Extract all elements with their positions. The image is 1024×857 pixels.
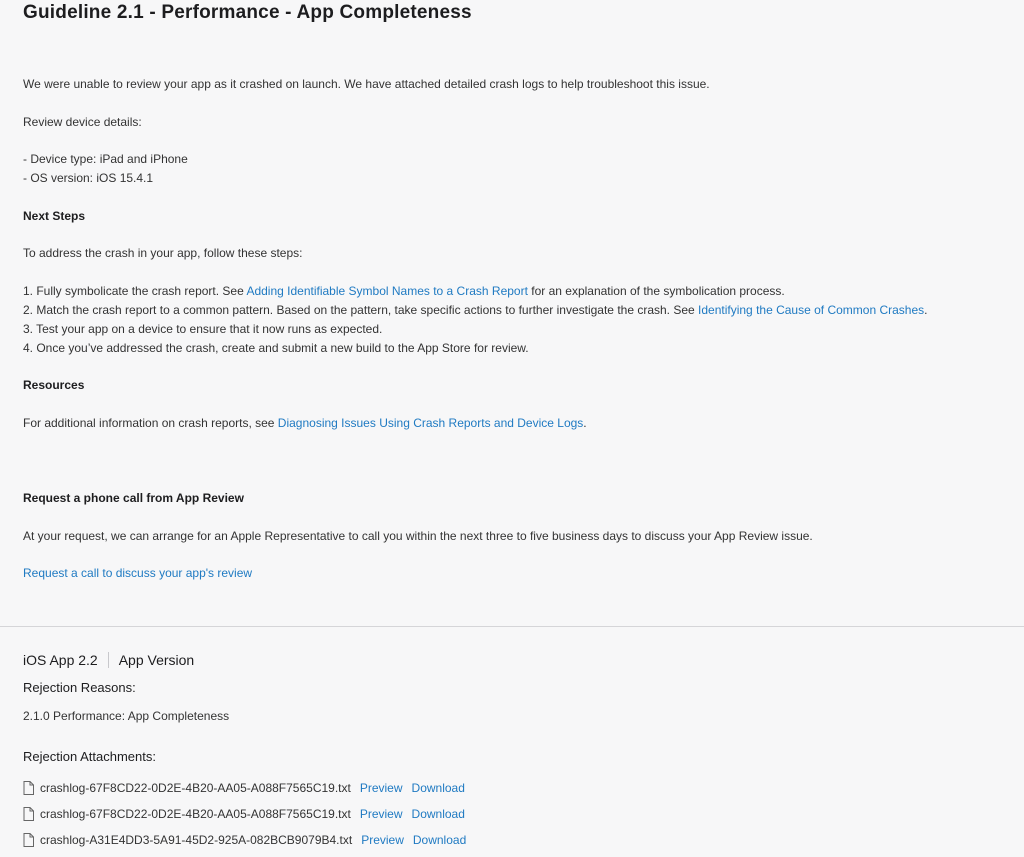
- step-1: [23, 283, 785, 299]
- version-separator: [108, 652, 109, 668]
- step-2-text: 2. Match the crash report to a common pattern. Based on the pattern, take specific actions to further investigate the crash. See: [23, 303, 699, 317]
- app-version-number: iOS App 2.2: [23, 652, 98, 668]
- app-version-label: App Version: [118, 652, 195, 668]
- step-1-suffix: for an explanation of the symbolication process.: [527, 284, 785, 298]
- crash-reports-link[interactable]: Diagnosing Issues Using Crash Reports and Device Logs: [277, 416, 584, 430]
- phone-call-text: At your request, we can arrange for an Apple Representative to call you within the next three to five business days to discuss your App Review issue.: [23, 529, 813, 543]
- request-call-link[interactable]: Request a call to discuss your app's review: [23, 566, 253, 580]
- attachment-preview-link[interactable]: Preview: [359, 807, 403, 821]
- attachment-preview-link[interactable]: Preview: [361, 833, 404, 847]
- step-2-suffix: .: [924, 303, 928, 317]
- rejection-reason-text: 2.1.0 Performance: App Completeness: [23, 709, 230, 723]
- attachment-preview-link[interactable]: Preview: [359, 781, 403, 795]
- document-icon: [23, 833, 34, 847]
- document-icon: [23, 781, 34, 795]
- attachment-download-link[interactable]: Download: [412, 833, 467, 847]
- attachment-filename: crashlog-67F8CD22-0D2E-4B20-AA05-A088F7565C19.txt: [40, 807, 351, 821]
- step-2: [23, 302, 928, 318]
- document-icon: [23, 807, 34, 821]
- device-type-text: - Device type: iPad and iPhone: [23, 152, 188, 166]
- resources-heading: Resources: [23, 378, 85, 392]
- version-header: [23, 651, 194, 669]
- resources-prefix: For additional information on crash reports, see: [23, 416, 278, 430]
- intro-text: We were unable to review your app as it crashed on launch. We have attached detailed crash logs to help troubleshoot this issue.: [23, 77, 710, 91]
- guideline-title: Guideline 2.1 - Performance - App Completeness: [23, 2, 472, 23]
- resources-text: [23, 415, 587, 431]
- attachment-row: [23, 806, 465, 822]
- attachment-download-link[interactable]: Download: [411, 781, 465, 795]
- phone-call-heading: Request a phone call from App Review: [23, 491, 244, 505]
- rejection-reasons-label: Rejection Reasons:: [23, 680, 136, 695]
- attachment-row: [23, 832, 466, 848]
- symbol-names-link[interactable]: Adding Identifiable Symbol Names to a Crash Report: [246, 284, 528, 298]
- resources-suffix: .: [583, 416, 587, 430]
- common-crashes-link[interactable]: Identifying the Cause of Common Crashes: [698, 303, 925, 317]
- attachment-download-link[interactable]: Download: [411, 807, 465, 821]
- device-details-label: Review device details:: [23, 115, 142, 129]
- step-1-text: 1. Fully symbolicate the crash report. See: [23, 284, 247, 298]
- steps-intro-text: To address the crash in your app, follow these steps:: [23, 246, 303, 260]
- os-version-text: - OS version: iOS 15.4.1: [23, 171, 154, 185]
- step-3: 3. Test your app on a device to ensure that it now runs as expected.: [23, 322, 383, 336]
- rejection-attachments-label: Rejection Attachments:: [23, 749, 156, 764]
- attachment-filename: crashlog-A31E4DD3-5A91-45D2-925A-082BCB9079B4.txt: [40, 833, 353, 847]
- section-divider: [0, 626, 1024, 627]
- attachment-filename: crashlog-67F8CD22-0D2E-4B20-AA05-A088F7565C19.txt: [40, 781, 351, 795]
- attachment-row: [23, 780, 465, 796]
- next-steps-heading: Next Steps: [23, 209, 86, 223]
- step-4: 4. Once you’ve addressed the crash, create and submit a new build to the App Store for review.: [23, 341, 529, 355]
